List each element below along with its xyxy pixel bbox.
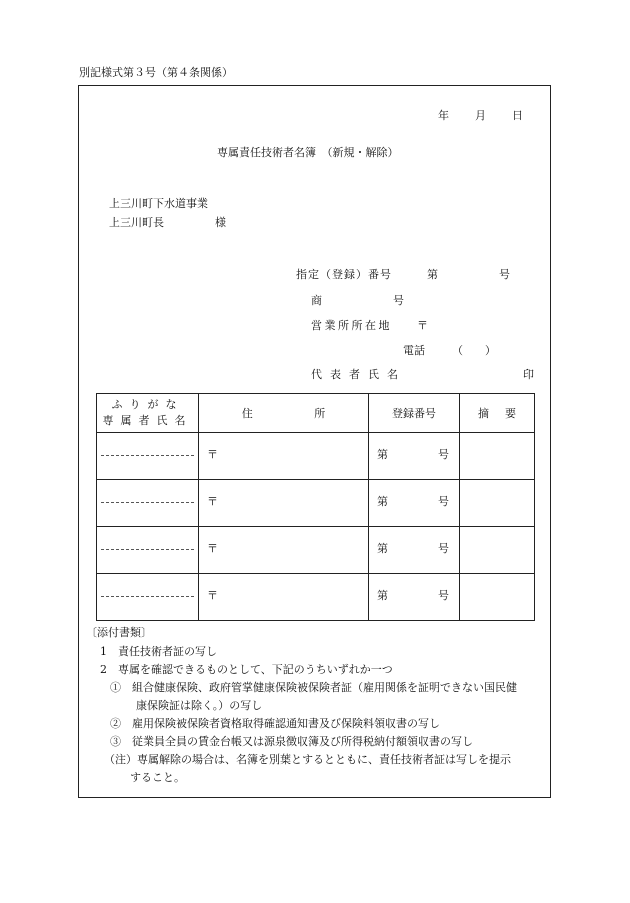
trade-name-label-1: 商 [311, 294, 322, 307]
reg-no-input-cell[interactable] [369, 527, 460, 574]
furigana-divider [101, 502, 194, 503]
postal-mark: 〒 [207, 448, 218, 461]
reg-prefix: 第 [377, 589, 388, 602]
addressee-honorific: 様 [215, 216, 226, 229]
header-remarks-cell [460, 394, 535, 433]
attachments-heading: 〔添付書類〕 [86, 626, 152, 639]
postal-mark: 〒 [207, 589, 218, 602]
address-input-cell[interactable] [199, 433, 369, 480]
address-input-cell[interactable] [199, 574, 369, 621]
name-input-cell[interactable] [97, 574, 199, 621]
table-header-row [97, 394, 535, 433]
header-remarks-1: 摘 [478, 407, 489, 420]
postal-mark: 〒 [207, 542, 218, 555]
reg-prefix: 第 [377, 542, 388, 555]
seal-mark: 印 [523, 368, 534, 381]
reg-suffix: 号 [438, 495, 449, 508]
note-line-b: すること。 [130, 771, 185, 784]
office-address-label: 営業所所在地 [311, 319, 392, 332]
date-day: 日 [512, 109, 523, 122]
remarks-input-cell[interactable] [460, 527, 535, 574]
reg-no-input-cell[interactable] [369, 433, 460, 480]
name-input-cell[interactable] [97, 480, 199, 527]
attachment-item-1: 1 責任技術者証の写し [100, 645, 217, 658]
table-row [97, 480, 535, 527]
attachment-sub-2: ② 雇用保険被保険者資格取得確認通知書及び保険料領収書の写し [110, 717, 440, 730]
furigana-divider [101, 596, 194, 597]
reg-suffix: 号 [438, 542, 449, 555]
phone-label: 電話 [403, 344, 425, 357]
attachment-item-2: 2 専属を確認できるものとして、下記のうちいずれか一つ [100, 663, 393, 676]
form-title: 専属責任技術者名簿 （新規・解除） [217, 146, 399, 159]
table-row [97, 574, 535, 621]
header-address-cell [199, 394, 369, 433]
reg-prefix: 第 [377, 495, 388, 508]
designation-suffix: 号 [499, 268, 510, 281]
designation-prefix: 第 [427, 268, 438, 281]
office-postal-mark: 〒 [417, 319, 428, 332]
remarks-input-cell[interactable] [460, 480, 535, 527]
reg-no-input-cell[interactable] [369, 574, 460, 621]
remarks-input-cell[interactable] [460, 433, 535, 480]
table-row [97, 527, 535, 574]
postal-mark: 〒 [207, 495, 218, 508]
designation-label: 指定（登録）番号 [296, 268, 392, 281]
header-reg-no: 登録番号 [369, 394, 460, 433]
header-address-2: 所 [314, 407, 326, 420]
trade-name-label-2: 号 [393, 294, 404, 307]
address-input-cell[interactable] [199, 527, 369, 574]
addressee-line1: 上三川町下水道事業 [109, 197, 208, 210]
technician-table [96, 393, 535, 621]
phone-parens: （ ） [452, 344, 496, 357]
address-input-cell[interactable] [199, 480, 369, 527]
header-name: 専属者氏名 [102, 414, 193, 427]
attachment-sub-1-line-b: 康保険証は除く。）の写し [136, 699, 263, 712]
table-row [97, 433, 535, 480]
attachment-sub-1-line-a: ① 組合健康保険、政府管掌健康保険被保険者証（雇用関係を証明できない国民健 [110, 681, 517, 694]
reg-suffix: 号 [438, 448, 449, 461]
date-month: 月 [475, 109, 486, 122]
header-remarks-2: 要 [505, 407, 516, 420]
reg-no-input-cell[interactable] [369, 480, 460, 527]
date-year: 年 [438, 109, 449, 122]
remarks-input-cell[interactable] [460, 574, 535, 621]
header-address-1: 住 [241, 407, 253, 420]
name-input-cell[interactable] [97, 527, 199, 574]
furigana-divider [101, 549, 194, 550]
note-line-a: （注）専属解除の場合は、名簿を別葉とするとともに、責任技術者証は写しを提示 [104, 753, 511, 766]
header-furigana: ふりがな [111, 398, 184, 411]
reg-suffix: 号 [438, 589, 449, 602]
addressee-line2: 上三川町長 [109, 216, 164, 229]
form-number: 別記様式第３号（第４条関係） [79, 66, 233, 79]
name-input-cell[interactable] [97, 433, 199, 480]
attachment-sub-3: ③ 従業員全員の賃金台帳又は源泉徴収簿及び所得税納付額領収書の写し [110, 735, 473, 748]
furigana-divider [101, 455, 194, 456]
reg-prefix: 第 [377, 448, 388, 461]
representative-name-label: 代表者氏名 [311, 368, 406, 381]
header-name-cell [97, 394, 199, 433]
